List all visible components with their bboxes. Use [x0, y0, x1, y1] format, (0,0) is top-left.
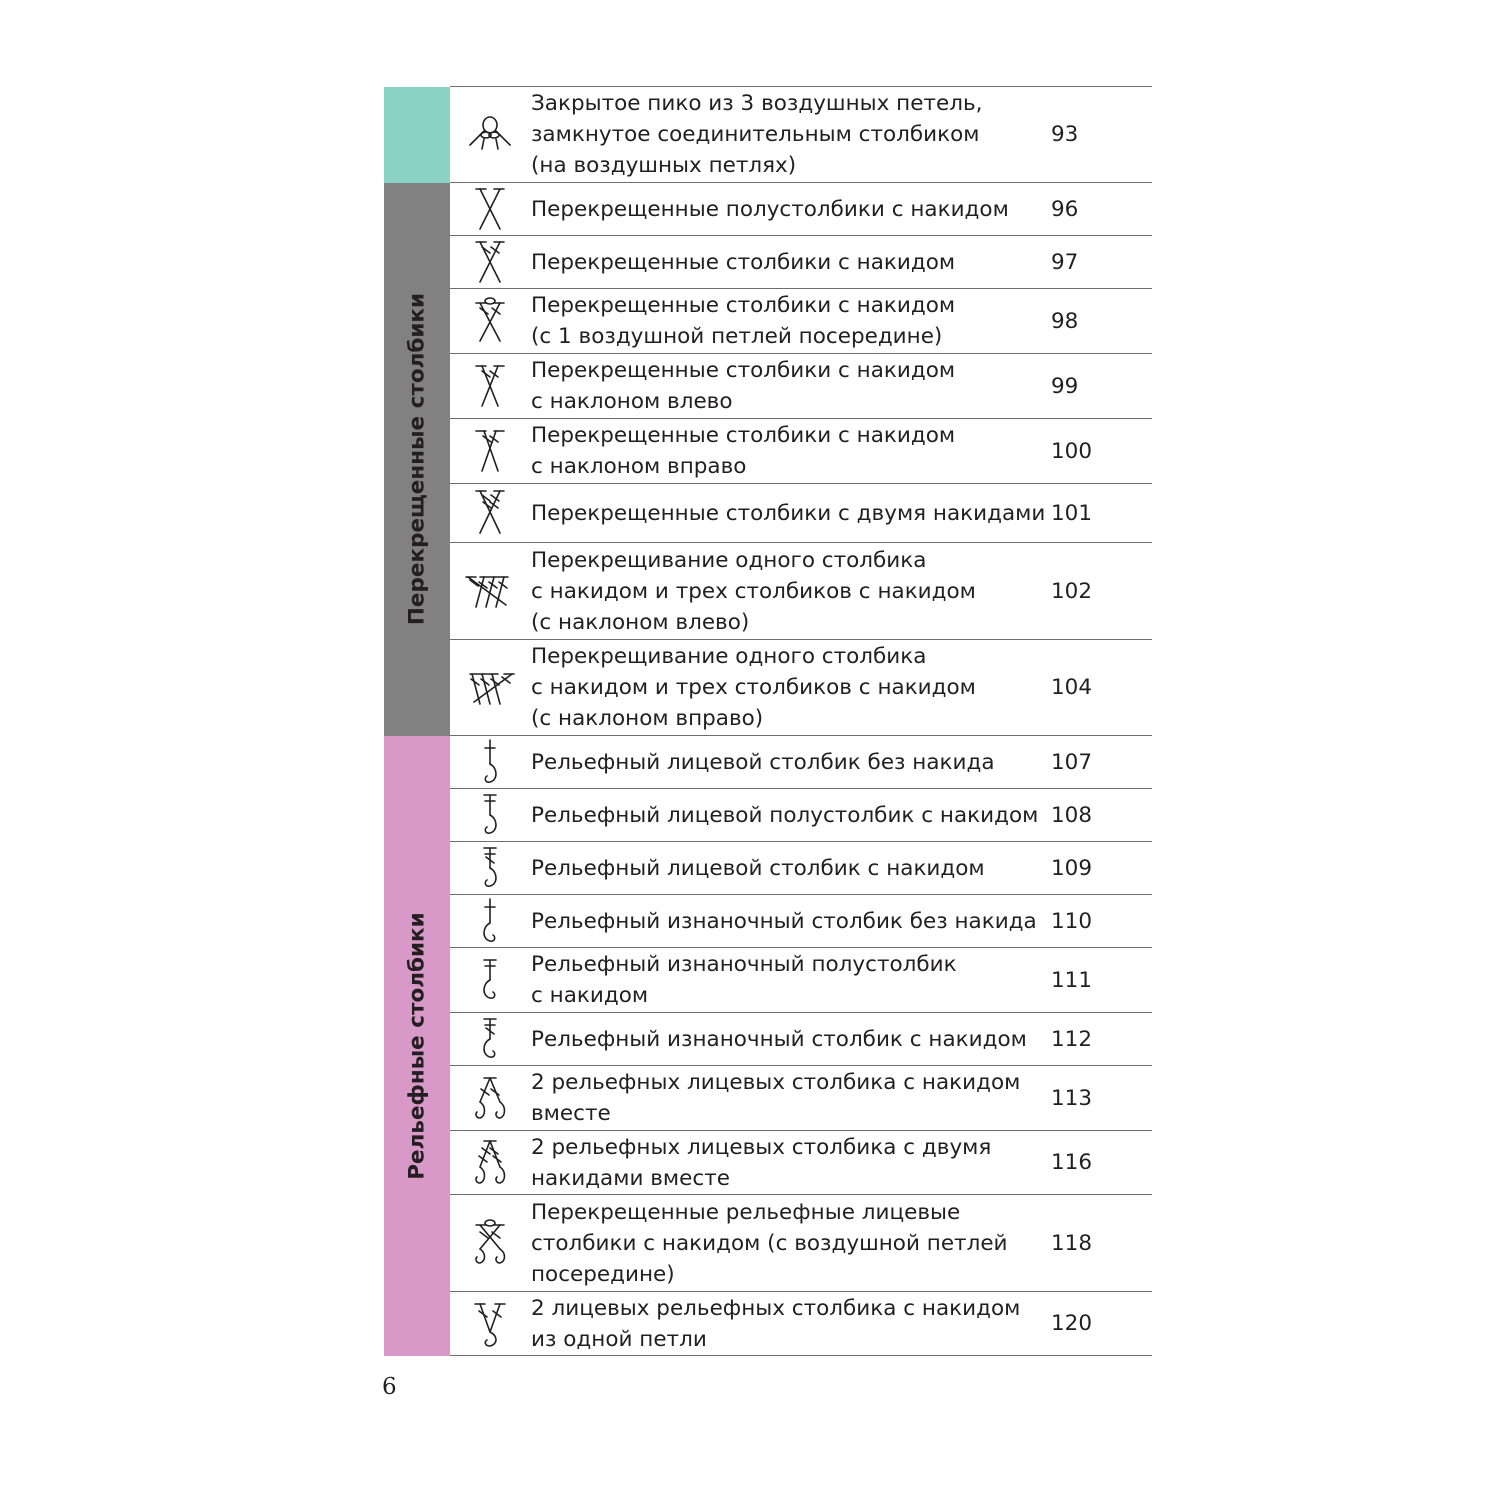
section-label: Перекрещенные столбики [404, 292, 430, 626]
entry-title [529, 236, 1051, 289]
entry-title-line: Рельефный лицевой полустолбик с накидом [531, 802, 1039, 828]
page-number: 6 [382, 1374, 397, 1400]
entry-title-line: Рельефный изнаночный полустолбик [531, 952, 957, 977]
entry-title-line: Перекрещенные столбики с накидом [531, 358, 956, 383]
entry-page-number: 104 [1051, 640, 1152, 736]
entry-page-number: 99 [1051, 354, 1152, 419]
entry-page-number: 109 [1051, 842, 1152, 895]
two-front-post-one-stitch-icon [450, 1292, 529, 1356]
toc-entry [384, 1292, 1152, 1356]
entry-page-number: 93 [1051, 87, 1152, 183]
entry-title-line: накидами вместе [531, 1165, 730, 1191]
two-front-post-treble-together-icon [450, 1131, 529, 1195]
entry-title-line: с накидом и трех столбиков с накидом [531, 675, 976, 700]
two-front-post-together-icon [450, 1066, 529, 1131]
crossed-double-right-icon [450, 419, 529, 484]
toc-entry [384, 1195, 1152, 1292]
entry-title-line: Перекрещенные столбики с накидом [531, 249, 956, 275]
entry-title-line: (с 1 воздушной петлей посередине) [531, 324, 943, 349]
entry-page-number: 102 [1051, 543, 1152, 640]
toc-entry [384, 236, 1152, 289]
section-band-crossed [384, 183, 450, 736]
entry-title-line: посередине) [531, 1261, 675, 1287]
section-label: Рельефные столбики [404, 911, 430, 1180]
entry-title [529, 895, 1051, 948]
entry-title [529, 1131, 1051, 1195]
entry-title-line: (с наклоном влево) [531, 609, 750, 635]
toc-entry [384, 289, 1152, 354]
entry-title [529, 842, 1051, 895]
entry-title [529, 789, 1051, 842]
cross-one-three-left-icon [450, 543, 529, 640]
entry-title-line: Рельефный лицевой столбик без накида [531, 749, 995, 775]
toc-entry [384, 1066, 1152, 1131]
entry-title [529, 948, 1051, 1013]
entry-title-line: с накидом и трех столбиков с накидом [531, 578, 976, 604]
back-post-half-double-icon [450, 948, 529, 1013]
entry-title [529, 484, 1051, 543]
toc-entry [384, 419, 1152, 484]
entry-page-number: 98 [1051, 289, 1152, 354]
entry-page-number: 113 [1051, 1066, 1152, 1131]
toc-entry [384, 736, 1152, 789]
entry-title [529, 1013, 1051, 1066]
entry-title-line: замкнутое соединительным столбиком [531, 122, 980, 147]
entry-title-line: Рельефный изнаночный столбик без накида [531, 908, 1037, 934]
entry-title-line: столбики с накидом (с воздушной петлей [531, 1230, 1008, 1256]
crossed-half-double-icon [450, 183, 529, 236]
entry-page-number: 112 [1051, 1013, 1152, 1066]
entry-title-line: Перекрещенные рельефные лицевые [531, 1199, 961, 1225]
entry-title-line: вместе [531, 1101, 611, 1126]
entry-title-line: Рельефный лицевой столбик с накидом [531, 855, 985, 881]
toc-entry [384, 1013, 1152, 1066]
entry-title-line: 2 лицевых рельефных столбика с накидом [531, 1295, 1021, 1321]
toc-entry [384, 183, 1152, 236]
entry-page-number: 116 [1051, 1131, 1152, 1195]
entry-title-line: 2 рельефных лицевых столбика с двумя [531, 1134, 992, 1160]
entry-page-number: 111 [1051, 948, 1152, 1013]
toc-entry [384, 842, 1152, 895]
entry-title-line: (с наклоном вправо) [531, 706, 764, 731]
entry-title [529, 1292, 1051, 1356]
toc-entry [384, 484, 1152, 543]
entry-title-line: Перекрещивание одного столбика [531, 547, 927, 573]
entry-page-number: 100 [1051, 419, 1152, 484]
crossed-double-chain-icon [450, 289, 529, 354]
entry-page-number: 108 [1051, 789, 1152, 842]
cross-one-three-right-icon [450, 640, 529, 736]
entry-title-line: Перекрещенные столбики с накидом [531, 293, 956, 318]
entry-title [529, 87, 1051, 183]
entry-title-line: Перекрещенные полустолбики с накидом [531, 196, 1009, 222]
entry-title-line: Перекрещенные столбики с двумя накидами [531, 500, 1046, 526]
toc-entry [384, 789, 1152, 842]
entry-title-line: (на воздушных петлях) [531, 153, 797, 178]
front-post-double-icon [450, 842, 529, 895]
toc-entry [384, 354, 1152, 419]
toc-entry [384, 1131, 1152, 1195]
toc-entry [384, 895, 1152, 948]
entry-page-number: 118 [1051, 1195, 1152, 1292]
crossed-treble-icon [450, 484, 529, 543]
entry-title [529, 1195, 1051, 1292]
entry-title [529, 543, 1051, 640]
entry-title-line: с наклоном вправо [531, 454, 747, 479]
entry-title-line: Рельефный изнаночный столбик с накидом [531, 1026, 1027, 1052]
entry-title-line: Закрытое пико из 3 воздушных петель, [531, 91, 983, 116]
entry-title [529, 354, 1051, 419]
entry-title-line: из одной петли [531, 1326, 707, 1352]
entry-title [529, 640, 1051, 736]
entry-title [529, 183, 1051, 236]
entry-page-number: 120 [1051, 1292, 1152, 1356]
section-band-picot [384, 87, 450, 183]
back-post-single-icon [450, 895, 529, 948]
entry-page-number: 97 [1051, 236, 1152, 289]
entry-title [529, 419, 1051, 484]
crossed-front-post-chain-icon [450, 1195, 529, 1292]
entry-title-line: с накидом [531, 983, 649, 1008]
toc-entry [384, 543, 1152, 640]
entry-page-number: 110 [1051, 895, 1152, 948]
contents-table [384, 86, 1152, 1356]
toc-entry [384, 87, 1152, 183]
entry-page-number: 107 [1051, 736, 1152, 789]
front-post-half-double-icon [450, 789, 529, 842]
toc-entry [384, 948, 1152, 1013]
entry-title-line: с наклоном влево [531, 389, 733, 414]
entry-title-line: Перекрещивание одного столбика [531, 644, 927, 669]
entry-title [529, 736, 1051, 789]
section-band-relief [384, 736, 450, 1356]
entry-title [529, 289, 1051, 354]
entry-title-line: 2 рельефных лицевых столбика с накидом [531, 1070, 1021, 1095]
entry-page-number: 101 [1051, 484, 1152, 543]
entry-title [529, 1066, 1051, 1131]
crossed-double-left-icon [450, 354, 529, 419]
picot-icon [450, 87, 529, 183]
crossed-double-icon [450, 236, 529, 289]
entry-page-number: 96 [1051, 183, 1152, 236]
front-post-single-icon [450, 736, 529, 789]
entry-title-line: Перекрещенные столбики с накидом [531, 423, 956, 448]
toc-entry [384, 640, 1152, 736]
back-post-double-icon [450, 1013, 529, 1066]
